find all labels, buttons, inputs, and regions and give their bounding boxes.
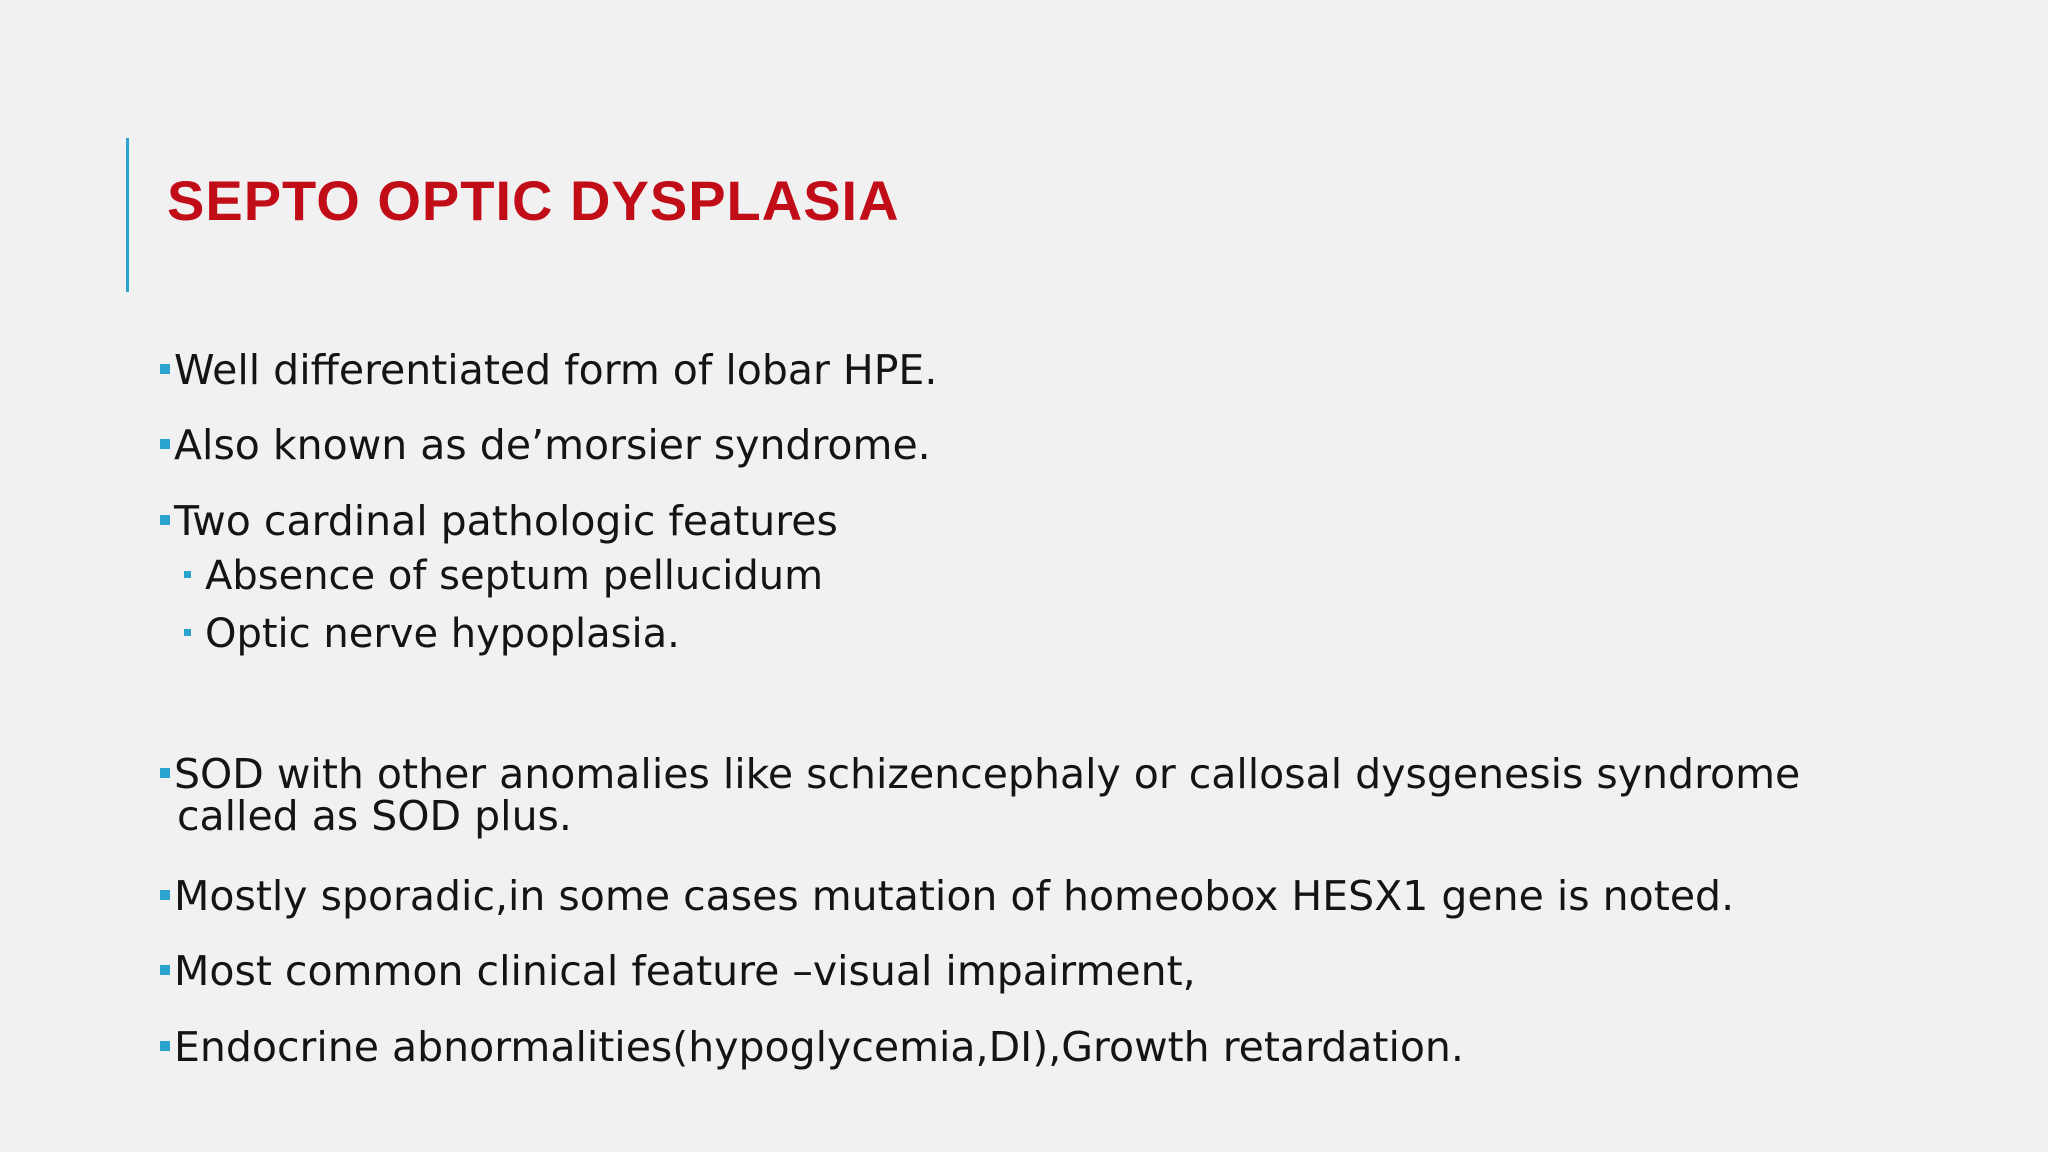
bullet-item	[160, 498, 838, 544]
bullet-text: Most common clinical feature –visual impairment,	[174, 947, 1196, 995]
bullet-item	[160, 751, 1840, 839]
bullet-item	[160, 873, 1734, 919]
square-bullet-icon	[160, 965, 170, 975]
bullet-text: Also known as de’morsier syndrome.	[174, 421, 931, 469]
bullet-item	[160, 422, 931, 468]
sub-bullet-text: Absence of septum pellucidum	[205, 553, 824, 599]
square-bullet-icon	[160, 364, 170, 374]
sub-bullet-text: Optic nerve hypoplasia.	[205, 611, 680, 657]
square-bullet-icon	[160, 439, 170, 449]
bullet-text-continuation: called as SOD plus.	[177, 792, 572, 840]
sub-bullet-item	[184, 611, 680, 657]
title-accent-bar	[126, 138, 129, 292]
square-bullet-icon	[184, 629, 191, 636]
bullet-item	[160, 1024, 1464, 1070]
square-bullet-icon	[160, 1041, 170, 1051]
square-bullet-icon	[184, 571, 191, 578]
bullet-text: Endocrine abnormalities(hypoglycemia,DI),Growth retardation.	[174, 1023, 1464, 1071]
square-bullet-icon	[160, 890, 170, 900]
slide-title: SEPTO OPTIC DYSPLASIA	[167, 169, 900, 232]
bullet-text: Mostly sporadic,in some cases mutation of homeobox HESX1 gene is noted.	[174, 872, 1735, 920]
bullet-text: Two cardinal pathologic features	[174, 497, 838, 545]
bullet-text: Well differentiated form of lobar HPE.	[174, 346, 938, 394]
bullet-item	[160, 347, 937, 393]
bullet-item	[160, 948, 1196, 994]
sub-bullet-item	[184, 553, 823, 599]
square-bullet-icon	[160, 515, 170, 525]
square-bullet-icon	[160, 768, 170, 778]
bullet-text: SOD with other anomalies like schizencephaly or callosal dysgenesis syndrome	[174, 750, 1801, 798]
